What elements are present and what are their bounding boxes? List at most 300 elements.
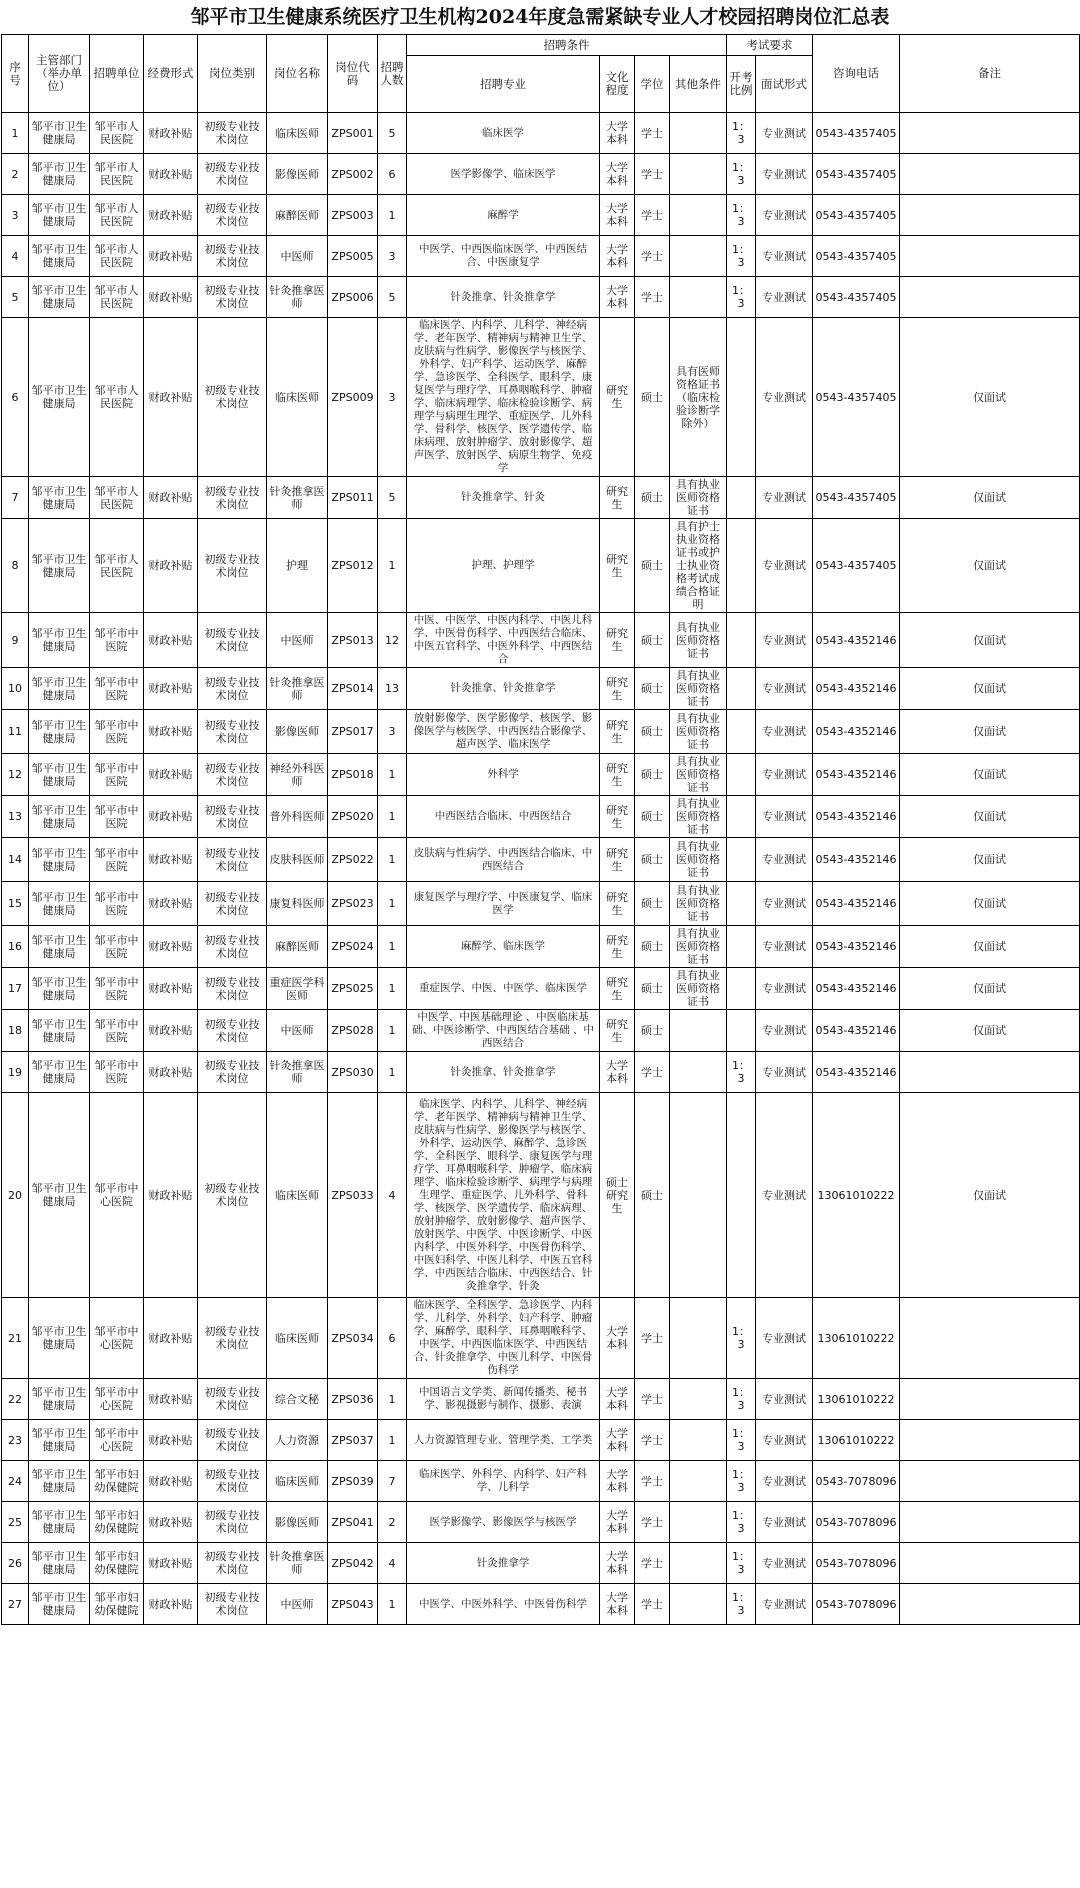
cell-unit: 邹平市人民医院	[90, 113, 144, 154]
cell-other: 具有执业医师资格证书	[670, 668, 727, 710]
cell-interview: 专业测试	[756, 236, 813, 277]
cell-funding: 财政补贴	[144, 710, 198, 754]
cell-ratio	[727, 882, 756, 926]
table-row	[2, 195, 1080, 236]
cell-seq: 20	[2, 1093, 29, 1298]
cell-seq: 19	[2, 1052, 29, 1093]
cell-code: ZPS037	[328, 1420, 378, 1461]
cell-count: 5	[378, 477, 407, 519]
cell-edu: 大学本科	[600, 1543, 635, 1584]
cell-major: 麻醉学、临床医学	[407, 926, 600, 968]
cell-interview: 专业测试	[756, 613, 813, 668]
cell-edu: 研究生	[600, 968, 635, 1010]
cell-degree: 学士	[635, 1543, 670, 1584]
cell-degree: 硕士	[635, 613, 670, 668]
cell-phone: 0543-4357405	[813, 195, 900, 236]
cell-code: ZPS017	[328, 710, 378, 754]
cell-remark	[900, 1379, 1080, 1420]
cell-dept: 邹平市卫生健康局	[29, 710, 90, 754]
cell-dept: 邹平市卫生健康局	[29, 668, 90, 710]
cell-category: 初级专业技术岗位	[198, 710, 267, 754]
cell-code: ZPS014	[328, 668, 378, 710]
header-remark: 备注	[900, 35, 1080, 113]
cell-code: ZPS003	[328, 195, 378, 236]
cell-major: 麻醉学	[407, 195, 600, 236]
cell-interview: 专业测试	[756, 926, 813, 968]
cell-other: 具有执业医师资格证书	[670, 477, 727, 519]
cell-phone: 13061010222	[813, 1420, 900, 1461]
cell-ratio	[727, 968, 756, 1010]
cell-phone: 13061010222	[813, 1298, 900, 1379]
cell-funding: 财政补贴	[144, 754, 198, 796]
cell-major: 临床医学、全科医学、急诊医学、内科学、儿科学、外科学、妇产科学、肿瘤学、麻醉学、眼科学、耳鼻咽喉科学、中医学、中西医临床医学、中西医结合、针灸推拿学、中医儿科学、中医骨伤科学	[407, 1298, 600, 1379]
cell-other	[670, 236, 727, 277]
cell-count: 6	[378, 154, 407, 195]
cell-code: ZPS022	[328, 838, 378, 882]
cell-funding: 财政补贴	[144, 195, 198, 236]
cell-count: 3	[378, 710, 407, 754]
cell-other: 具有执业医师资格证书	[670, 796, 727, 838]
cell-funding: 财政补贴	[144, 882, 198, 926]
cell-category: 初级专业技术岗位	[198, 926, 267, 968]
cell-funding: 财政补贴	[144, 1502, 198, 1543]
cell-degree: 学士	[635, 1502, 670, 1543]
cell-edu: 研究生	[600, 710, 635, 754]
table-row	[2, 796, 1080, 838]
cell-other	[670, 154, 727, 195]
cell-major: 放射影像学、医学影像学、核医学、影像医学与核医学、中西医结合影像学、超声医学、临床医学	[407, 710, 600, 754]
cell-edu: 大学本科	[600, 1052, 635, 1093]
cell-funding: 财政补贴	[144, 926, 198, 968]
cell-dept: 邹平市卫生健康局	[29, 1461, 90, 1502]
cell-code: ZPS030	[328, 1052, 378, 1093]
cell-dept: 邹平市卫生健康局	[29, 154, 90, 195]
cell-phone: 0543-4352146	[813, 838, 900, 882]
cell-dept: 邹平市卫生健康局	[29, 195, 90, 236]
cell-seq: 5	[2, 277, 29, 318]
cell-unit: 邹平市人民医院	[90, 195, 144, 236]
cell-dept: 邹平市卫生健康局	[29, 113, 90, 154]
cell-seq: 25	[2, 1502, 29, 1543]
cell-ratio	[727, 668, 756, 710]
table-row	[2, 1379, 1080, 1420]
cell-seq: 11	[2, 710, 29, 754]
cell-degree: 学士	[635, 154, 670, 195]
cell-phone: 0543-7078096	[813, 1461, 900, 1502]
cell-phone: 0543-4357405	[813, 519, 900, 613]
cell-category: 初级专业技术岗位	[198, 1543, 267, 1584]
cell-unit: 邹平市人民医院	[90, 154, 144, 195]
cell-post: 针灸推拿医师	[267, 477, 328, 519]
header-interview: 面试形式	[756, 56, 813, 113]
cell-degree: 硕士	[635, 796, 670, 838]
cell-major: 皮肤病与性病学、中西医结合临床、中西医结合	[407, 838, 600, 882]
cell-edu: 大学本科	[600, 1420, 635, 1461]
cell-other	[670, 1298, 727, 1379]
cell-unit: 邹平市中医院	[90, 754, 144, 796]
table-row	[2, 668, 1080, 710]
cell-degree: 硕士	[635, 926, 670, 968]
cell-major: 针灸推拿、针灸推拿学	[407, 668, 600, 710]
cell-code: ZPS041	[328, 1502, 378, 1543]
cell-other	[670, 113, 727, 154]
cell-post: 针灸推拿医师	[267, 1543, 328, 1584]
cell-major: 临床医学、外科学、内科学、妇产科学、儿科学	[407, 1461, 600, 1502]
table-row	[2, 318, 1080, 477]
cell-count: 1	[378, 1584, 407, 1625]
cell-count: 3	[378, 236, 407, 277]
cell-edu: 大学本科	[600, 236, 635, 277]
header-count: 招聘人数	[378, 35, 407, 113]
table-row	[2, 236, 1080, 277]
cell-interview: 专业测试	[756, 754, 813, 796]
cell-post: 麻醉医师	[267, 926, 328, 968]
cell-dept: 邹平市卫生健康局	[29, 754, 90, 796]
cell-code: ZPS001	[328, 113, 378, 154]
cell-count: 1	[378, 1010, 407, 1052]
cell-dept: 邹平市卫生健康局	[29, 318, 90, 477]
cell-category: 初级专业技术岗位	[198, 113, 267, 154]
cell-remark: 仅面试	[900, 838, 1080, 882]
cell-unit: 邹平市人民医院	[90, 277, 144, 318]
cell-other	[670, 1543, 727, 1584]
cell-code: ZPS023	[328, 882, 378, 926]
cell-category: 初级专业技术岗位	[198, 1052, 267, 1093]
cell-ratio	[727, 710, 756, 754]
cell-degree: 硕士	[635, 882, 670, 926]
cell-unit: 邹平市人民医院	[90, 236, 144, 277]
cell-post: 神经外科医师	[267, 754, 328, 796]
cell-post: 人力资源	[267, 1420, 328, 1461]
cell-ratio	[727, 1010, 756, 1052]
cell-seq: 4	[2, 236, 29, 277]
cell-major: 临床医学、内科学、儿科学、神经病学、老年医学、精神病与精神卫生学、皮肤病与性病学、影像医学与核医学、外科学、妇产科学、运动医学、麻醉学、急诊医学、全科医学、眼科学、康复医学与理疗学、耳鼻咽喉科学、肿瘤学、临床病理学、临床检验诊断学、病理学与病理生理学、重症医学、儿外科学、骨科学、核医学、医学遗传学、临床病理、放射肿瘤学、放射影像学、超声医学、放射医学、病原生物学、免疫学	[407, 318, 600, 477]
cell-other	[670, 1093, 727, 1298]
cell-funding: 财政补贴	[144, 1420, 198, 1461]
cell-funding: 财政补贴	[144, 1010, 198, 1052]
cell-seq: 15	[2, 882, 29, 926]
cell-code: ZPS039	[328, 1461, 378, 1502]
cell-remark	[900, 113, 1080, 154]
cell-ratio: 1：3	[727, 1379, 756, 1420]
cell-dept: 邹平市卫生健康局	[29, 882, 90, 926]
cell-phone: 13061010222	[813, 1093, 900, 1298]
cell-dept: 邹平市卫生健康局	[29, 613, 90, 668]
table-row	[2, 1052, 1080, 1093]
table-row	[2, 882, 1080, 926]
cell-other	[670, 195, 727, 236]
cell-edu: 研究生	[600, 926, 635, 968]
cell-interview: 专业测试	[756, 1584, 813, 1625]
cell-category: 初级专业技术岗位	[198, 154, 267, 195]
cell-major: 中医学、中西医临床医学、中西医结合、中医康复学	[407, 236, 600, 277]
cell-major: 护理、护理学	[407, 519, 600, 613]
cell-interview: 专业测试	[756, 277, 813, 318]
cell-interview: 专业测试	[756, 710, 813, 754]
cell-phone: 0543-4352146	[813, 613, 900, 668]
cell-unit: 邹平市中医院	[90, 926, 144, 968]
cell-remark: 仅面试	[900, 1093, 1080, 1298]
cell-funding: 财政补贴	[144, 277, 198, 318]
cell-seq: 8	[2, 519, 29, 613]
cell-post: 护理	[267, 519, 328, 613]
cell-count: 1	[378, 1379, 407, 1420]
cell-category: 初级专业技术岗位	[198, 668, 267, 710]
cell-remark: 仅面试	[900, 519, 1080, 613]
cell-phone: 0543-4352146	[813, 882, 900, 926]
header-exam: 考试要求	[727, 35, 813, 56]
cell-seq: 16	[2, 926, 29, 968]
cell-code: ZPS028	[328, 1010, 378, 1052]
cell-remark: 仅面试	[900, 1010, 1080, 1052]
cell-major: 中国语言文学类、新闻传播类、秘书学、影视摄影与制作、摄影、表演	[407, 1379, 600, 1420]
cell-count: 5	[378, 277, 407, 318]
cell-unit: 邹平市妇幼保健院	[90, 1502, 144, 1543]
cell-count: 5	[378, 113, 407, 154]
cell-funding: 财政补贴	[144, 1379, 198, 1420]
table-row	[2, 154, 1080, 195]
cell-ratio: 1：3	[727, 277, 756, 318]
cell-funding: 财政补贴	[144, 1461, 198, 1502]
cell-count: 1	[378, 195, 407, 236]
cell-remark: 仅面试	[900, 613, 1080, 668]
cell-edu: 大学本科	[600, 1379, 635, 1420]
header-post: 岗位名称	[267, 35, 328, 113]
cell-phone: 0543-4352146	[813, 668, 900, 710]
cell-interview: 专业测试	[756, 796, 813, 838]
cell-seq: 23	[2, 1420, 29, 1461]
table-row	[2, 1461, 1080, 1502]
cell-degree: 学士	[635, 113, 670, 154]
cell-ratio: 1：3	[727, 1543, 756, 1584]
cell-ratio: 1：3	[727, 1461, 756, 1502]
cell-other: 具有医师资格证书（临床检验诊断学除外）	[670, 318, 727, 477]
cell-unit: 邹平市中医院	[90, 613, 144, 668]
cell-category: 初级专业技术岗位	[198, 1298, 267, 1379]
cell-count: 1	[378, 519, 407, 613]
cell-code: ZPS018	[328, 754, 378, 796]
cell-dept: 邹平市卫生健康局	[29, 236, 90, 277]
table-row	[2, 1093, 1080, 1298]
cell-interview: 专业测试	[756, 1543, 813, 1584]
cell-remark	[900, 1584, 1080, 1625]
cell-degree: 学士	[635, 1584, 670, 1625]
cell-degree: 学士	[635, 277, 670, 318]
header-seq: 序号	[2, 35, 29, 113]
cell-code: ZPS006	[328, 277, 378, 318]
cell-degree: 学士	[635, 1052, 670, 1093]
cell-phone: 0543-4352146	[813, 926, 900, 968]
cell-funding: 财政补贴	[144, 1584, 198, 1625]
cell-interview: 专业测试	[756, 668, 813, 710]
cell-dept: 邹平市卫生健康局	[29, 1052, 90, 1093]
cell-unit: 邹平市中医院	[90, 882, 144, 926]
cell-degree: 学士	[635, 1298, 670, 1379]
cell-edu: 大学本科	[600, 195, 635, 236]
cell-code: ZPS013	[328, 613, 378, 668]
cell-unit: 邹平市中医院	[90, 668, 144, 710]
header-phone: 咨询电话	[813, 35, 900, 113]
cell-funding: 财政补贴	[144, 519, 198, 613]
cell-edu: 大学本科	[600, 1461, 635, 1502]
cell-funding: 财政补贴	[144, 1052, 198, 1093]
cell-funding: 财政补贴	[144, 113, 198, 154]
cell-post: 皮肤科医师	[267, 838, 328, 882]
cell-unit: 邹平市中医院	[90, 1010, 144, 1052]
cell-remark: 仅面试	[900, 318, 1080, 477]
cell-major: 针灸推拿学、针灸	[407, 477, 600, 519]
header-dept: 主管部门（举办单位）	[29, 35, 90, 113]
cell-interview: 专业测试	[756, 1052, 813, 1093]
cell-edu: 研究生	[600, 318, 635, 477]
cell-category: 初级专业技术岗位	[198, 1379, 267, 1420]
cell-phone: 0543-4352146	[813, 1052, 900, 1093]
cell-category: 初级专业技术岗位	[198, 1093, 267, 1298]
header-ratio: 开考比例	[727, 56, 756, 113]
cell-seq: 1	[2, 113, 29, 154]
cell-edu: 研究生	[600, 754, 635, 796]
cell-count: 3	[378, 318, 407, 477]
cell-seq: 7	[2, 477, 29, 519]
cell-phone: 0543-4352146	[813, 968, 900, 1010]
cell-interview: 专业测试	[756, 968, 813, 1010]
table-row	[2, 710, 1080, 754]
cell-unit: 邹平市人民医院	[90, 318, 144, 477]
table-row	[2, 1543, 1080, 1584]
cell-count: 1	[378, 968, 407, 1010]
cell-post: 中医师	[267, 236, 328, 277]
cell-remark: 仅面试	[900, 796, 1080, 838]
cell-phone: 0543-7078096	[813, 1543, 900, 1584]
cell-other	[670, 1584, 727, 1625]
cell-count: 4	[378, 1543, 407, 1584]
cell-other	[670, 277, 727, 318]
cell-edu: 研究生	[600, 668, 635, 710]
cell-count: 7	[378, 1461, 407, 1502]
cell-remark: 仅面试	[900, 477, 1080, 519]
cell-other: 具有执业医师资格证书	[670, 882, 727, 926]
cell-code: ZPS005	[328, 236, 378, 277]
cell-seq: 13	[2, 796, 29, 838]
cell-seq: 12	[2, 754, 29, 796]
table-row	[2, 613, 1080, 668]
cell-degree: 硕士	[635, 1010, 670, 1052]
cell-remark	[900, 1461, 1080, 1502]
page-title: 邹平市卫生健康系统医疗卫生机构2024年度急需紧缺专业人才校园招聘岗位汇总表	[190, 6, 890, 28]
cell-remark	[900, 195, 1080, 236]
cell-degree: 学士	[635, 1420, 670, 1461]
table-row	[2, 754, 1080, 796]
cell-seq: 17	[2, 968, 29, 1010]
cell-dept: 邹平市卫生健康局	[29, 926, 90, 968]
cell-remark	[900, 236, 1080, 277]
cell-other: 具有执业医师资格证书	[670, 754, 727, 796]
cell-major: 中医、中医学、中医内科学、中医儿科学、中医骨伤科学、中西医结合临床、中医五官科学、中医外科学、中西医结合	[407, 613, 600, 668]
cell-category: 初级专业技术岗位	[198, 838, 267, 882]
cell-post: 影像医师	[267, 1502, 328, 1543]
cell-code: ZPS009	[328, 318, 378, 477]
cell-phone: 0543-4357405	[813, 477, 900, 519]
cell-unit: 邹平市中心医院	[90, 1420, 144, 1461]
table-row	[2, 1584, 1080, 1625]
cell-interview: 专业测试	[756, 838, 813, 882]
cell-ratio: 1：3	[727, 113, 756, 154]
cell-degree: 硕士	[635, 668, 670, 710]
cell-edu: 大学本科	[600, 277, 635, 318]
cell-degree: 学士	[635, 195, 670, 236]
cell-remark	[900, 1502, 1080, 1543]
cell-code: ZPS034	[328, 1298, 378, 1379]
cell-post: 中医师	[267, 1584, 328, 1625]
cell-unit: 邹平市妇幼保健院	[90, 1584, 144, 1625]
cell-ratio	[727, 613, 756, 668]
cell-category: 初级专业技术岗位	[198, 477, 267, 519]
cell-unit: 邹平市妇幼保健院	[90, 1461, 144, 1502]
cell-post: 临床医师	[267, 1461, 328, 1502]
cell-post: 临床医师	[267, 1093, 328, 1298]
cell-dept: 邹平市卫生健康局	[29, 1298, 90, 1379]
cell-other	[670, 1010, 727, 1052]
cell-seq: 27	[2, 1584, 29, 1625]
cell-seq: 3	[2, 195, 29, 236]
cell-major: 针灸推拿学	[407, 1543, 600, 1584]
cell-unit: 邹平市中医院	[90, 710, 144, 754]
cell-funding: 财政补贴	[144, 613, 198, 668]
cell-other: 具有执业医师资格证书	[670, 968, 727, 1010]
cell-count: 6	[378, 1298, 407, 1379]
cell-funding: 财政补贴	[144, 1298, 198, 1379]
cell-edu: 大学本科	[600, 113, 635, 154]
table-row	[2, 1502, 1080, 1543]
cell-ratio	[727, 519, 756, 613]
cell-dept: 邹平市卫生健康局	[29, 519, 90, 613]
table-row	[2, 838, 1080, 882]
cell-other	[670, 1052, 727, 1093]
table-row	[2, 277, 1080, 318]
cell-ratio	[727, 754, 756, 796]
cell-phone: 13061010222	[813, 1379, 900, 1420]
cell-major: 中西医结合临床、中西医结合	[407, 796, 600, 838]
cell-post: 针灸推拿医师	[267, 668, 328, 710]
cell-count: 2	[378, 1502, 407, 1543]
cell-ratio: 1：3	[727, 1584, 756, 1625]
cell-phone: 0543-4352146	[813, 710, 900, 754]
cell-edu: 研究生	[600, 838, 635, 882]
cell-phone: 0543-4357405	[813, 277, 900, 318]
cell-category: 初级专业技术岗位	[198, 882, 267, 926]
cell-remark: 仅面试	[900, 710, 1080, 754]
header-unit: 招聘单位	[90, 35, 144, 113]
cell-major: 医学影像学、影像医学与核医学	[407, 1502, 600, 1543]
cell-seq: 22	[2, 1379, 29, 1420]
cell-degree: 硕士	[635, 968, 670, 1010]
cell-code: ZPS011	[328, 477, 378, 519]
cell-dept: 邹平市卫生健康局	[29, 1420, 90, 1461]
cell-degree: 硕士	[635, 838, 670, 882]
cell-edu: 研究生	[600, 882, 635, 926]
cell-edu: 研究生	[600, 477, 635, 519]
cell-unit: 邹平市中心医院	[90, 1298, 144, 1379]
cell-count: 1	[378, 838, 407, 882]
cell-count: 1	[378, 926, 407, 968]
cell-degree: 学士	[635, 1379, 670, 1420]
cell-unit: 邹平市妇幼保健院	[90, 1543, 144, 1584]
cell-degree: 学士	[635, 236, 670, 277]
cell-count: 12	[378, 613, 407, 668]
cell-ratio	[727, 318, 756, 477]
cell-remark	[900, 1298, 1080, 1379]
cell-count: 4	[378, 1093, 407, 1298]
